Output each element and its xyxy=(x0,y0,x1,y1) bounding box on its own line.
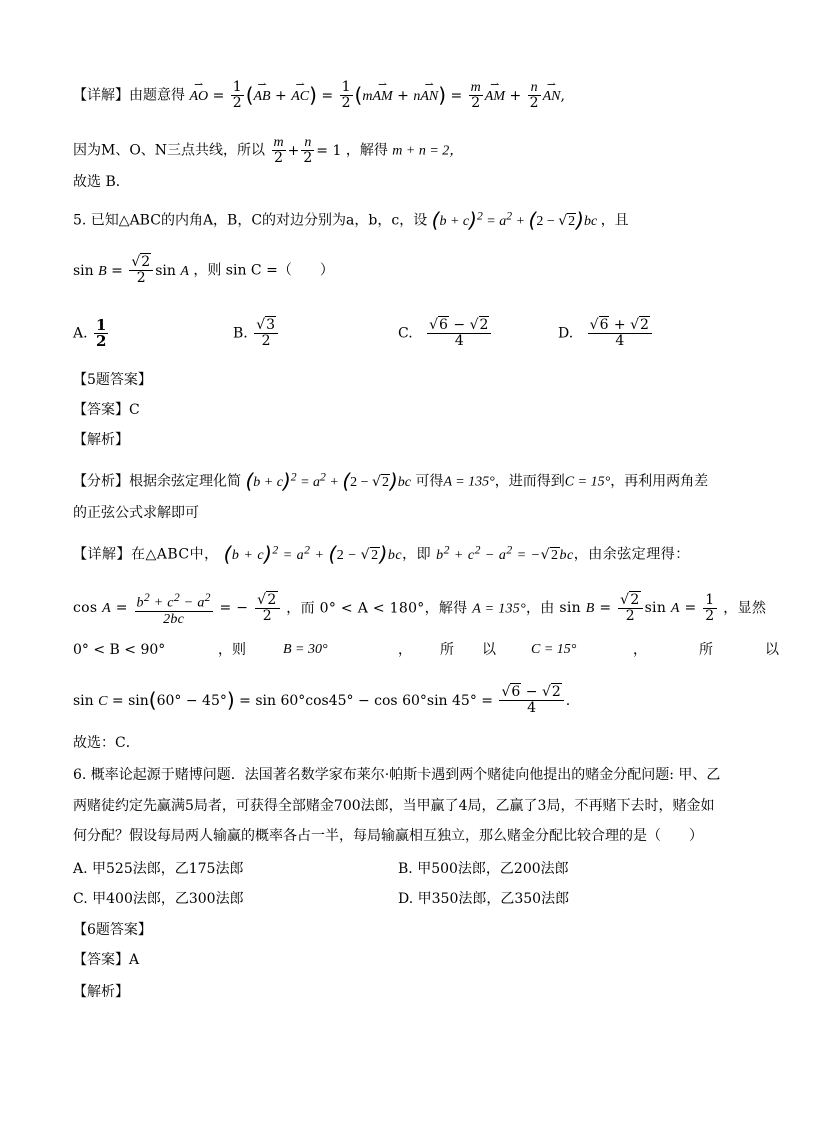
q6-stem-line1: 6. 概率论起源于赌博问题．法国著名数学家布莱尔·帕斯卡遇到两个赌徒向他提出的赌金分配问题: 甲、乙 xyxy=(73,767,721,783)
cos-text: ，显然 xyxy=(723,600,767,617)
q5-answer: 【答案】C xyxy=(73,402,140,418)
q6-answer: 【答案】A xyxy=(73,952,140,968)
q5-answer-header: 【5题答案】 xyxy=(73,372,152,388)
fenxi-label: 【分析】 xyxy=(73,473,129,490)
q5-question: ，则 sin C =（ ） xyxy=(193,262,334,279)
cos-text: ，由 xyxy=(526,600,555,617)
fenxi-text: ，再利用两角差 xyxy=(610,473,709,490)
xiangjie-text: 在△ABC中， xyxy=(131,546,219,563)
collinear-result: m + n = 2， xyxy=(392,143,464,159)
q5-final: 故选：C． xyxy=(73,735,140,751)
q5-stem-line2 xyxy=(73,255,334,286)
range-b: 0° < B < 90° xyxy=(73,642,166,658)
q5-analysis-header: 【解析】 xyxy=(73,432,129,448)
option-letter: B. xyxy=(398,861,413,877)
q6-stem-line3: 何分配？假设每局两人输赢的概率各占一半，每局输赢相互独立，那么赌金分配比较合理的是（ ） xyxy=(73,828,703,844)
option-value: $\frac{√6 + √2}{4}$ xyxy=(588,318,652,349)
q5-option-c[interactable] xyxy=(398,318,493,349)
b-value: B = 30° xyxy=(283,642,328,657)
xiangjie-eq1: $(b + c)^2 = a^2 + (2 - √2)bc$ xyxy=(223,541,403,566)
q5-stem-line1 xyxy=(73,206,629,232)
fenxi-equation: $(b + c)^2 = a^2 + (2 - √2)bc$ xyxy=(245,468,411,493)
q5-fenxi-line2: 的正弦公式求解即可 xyxy=(73,505,199,521)
cos-angle-a: A = 135° xyxy=(472,601,526,617)
fenxi-text: 可得 xyxy=(415,473,444,490)
xiangjie-text: ，由余弦定理得： xyxy=(573,546,690,563)
collinear-text: 因为M、O、N三点共线，所以 xyxy=(73,142,266,159)
fenxi-angle-a: A = 135° xyxy=(443,474,495,490)
q6-answer-header: 【6题答案】 xyxy=(73,922,152,938)
xiangjie-label: 【详解】 xyxy=(73,546,131,563)
q5-stem: 5. 已知△ABC的内角A，B，C的对边分别为a，b，c，设 xyxy=(73,212,428,229)
xiangjie-text: ，即 xyxy=(402,546,432,563)
xiangjie-eq2: $b^2 + c^2 - a^2 = -√2bc$ xyxy=(436,543,574,563)
cos-equation: cos A = $\frac{b^2 + c^2 - a^2}{2bc}$ = − $\frac{√2}{2}$ xyxy=(73,600,286,616)
q5-stem-tail: ，且 xyxy=(600,212,629,229)
sinc-equation: sin C = sin(60° − 45°) = sin 60°cos45° − cos 60°sin 45° = $\frac{√6 - √2}{4}$ . xyxy=(73,684,571,716)
collinear-tail: ，解得 xyxy=(345,142,388,159)
option-letter: C. xyxy=(73,891,88,907)
choose-b: 故选 B． xyxy=(73,174,130,190)
suoyi-text: ，所以 xyxy=(633,642,831,658)
collinear-line xyxy=(73,135,463,166)
option-letter: B. xyxy=(233,325,248,342)
q6-analysis-header: 【解析】 xyxy=(73,984,129,1000)
vector-equation: ⇀ AO = $\frac{1}{2}$ (⇀ AB + ⇀ AC) = $\frac{1}{2}$ (m⇀ AM + n⇀ AN) = $\frac{m}{2}$ ⇀ AM + $\frac{n}{2}$ ⇀ AN, xyxy=(189,88,564,104)
detail-lead: 由题意得 xyxy=(129,87,185,104)
cos-text: ，解得 xyxy=(424,600,468,617)
then-text: ，则 xyxy=(218,642,246,658)
option-letter: C. xyxy=(398,325,413,342)
option-letter: A. xyxy=(73,861,88,877)
q5-range-line xyxy=(73,640,831,660)
cos-sinb: sin B = $\frac{√2}{2}$ sin A = $\frac{1}{2}$ xyxy=(559,591,715,624)
option-letter: D. xyxy=(398,891,414,907)
q5-fenxi-line1 xyxy=(73,467,708,493)
detail-label: 【详解】 xyxy=(73,87,129,104)
cos-range: 0° < A < 180° xyxy=(319,600,425,617)
q6-option-c[interactable] xyxy=(73,888,244,908)
option-text: 甲400法郎，乙300法郎 xyxy=(92,891,244,907)
suoyi-text: ，所以 xyxy=(398,642,524,658)
q5-sin-relation: sin B = $\frac{√2}{2}$ sin A xyxy=(73,254,189,286)
option-letter: D. xyxy=(558,325,574,342)
q5-xiangjie-line1 xyxy=(73,540,690,566)
q6-option-b[interactable] xyxy=(398,858,569,878)
option-letter: A. xyxy=(73,325,88,342)
collinear-equation: $\frac{m}{2}$ + $\frac{n}{2}$ = 1 xyxy=(273,135,346,166)
q5-option-d[interactable] xyxy=(558,318,654,349)
q6-option-a[interactable] xyxy=(73,858,243,878)
option-value: $\frac{√3}{2}$ xyxy=(254,318,278,349)
q5-option-a[interactable] xyxy=(73,318,110,349)
option-value: $\frac{1}{2}$ xyxy=(96,316,107,350)
q5-sinc-line xyxy=(73,685,570,716)
fenxi-text: ，进而得到 xyxy=(494,473,565,490)
q5-option-b[interactable] xyxy=(233,318,280,349)
c-value: C = 15° xyxy=(531,642,577,657)
option-text: 甲525法郎，乙175法郎 xyxy=(92,861,244,877)
q6-option-d[interactable] xyxy=(398,888,569,908)
cos-text: ，而 xyxy=(286,600,315,617)
q5-condition-eq: $(b + c)^2 = a^2 + (2 - √2)bc$ xyxy=(431,207,601,232)
detail-line-vectors xyxy=(73,80,565,111)
q5-cos-line xyxy=(73,590,766,627)
option-text: 甲500法郎，乙200法郎 xyxy=(417,861,569,877)
option-value: $\frac{√6 - √2}{4}$ xyxy=(427,318,491,349)
fenxi-angle-c: C = 15° xyxy=(564,474,611,490)
option-text: 甲350法郎，乙350法郎 xyxy=(417,891,570,907)
fenxi-text: 根据余弦定理化简 xyxy=(129,473,241,490)
q6-stem-line2: 两赌徒约定先赢满5局者，可获得全部赌金700法郎，当甲赢了4局，乙赢了3局，不再赌下去时，赌金如 xyxy=(73,798,715,814)
